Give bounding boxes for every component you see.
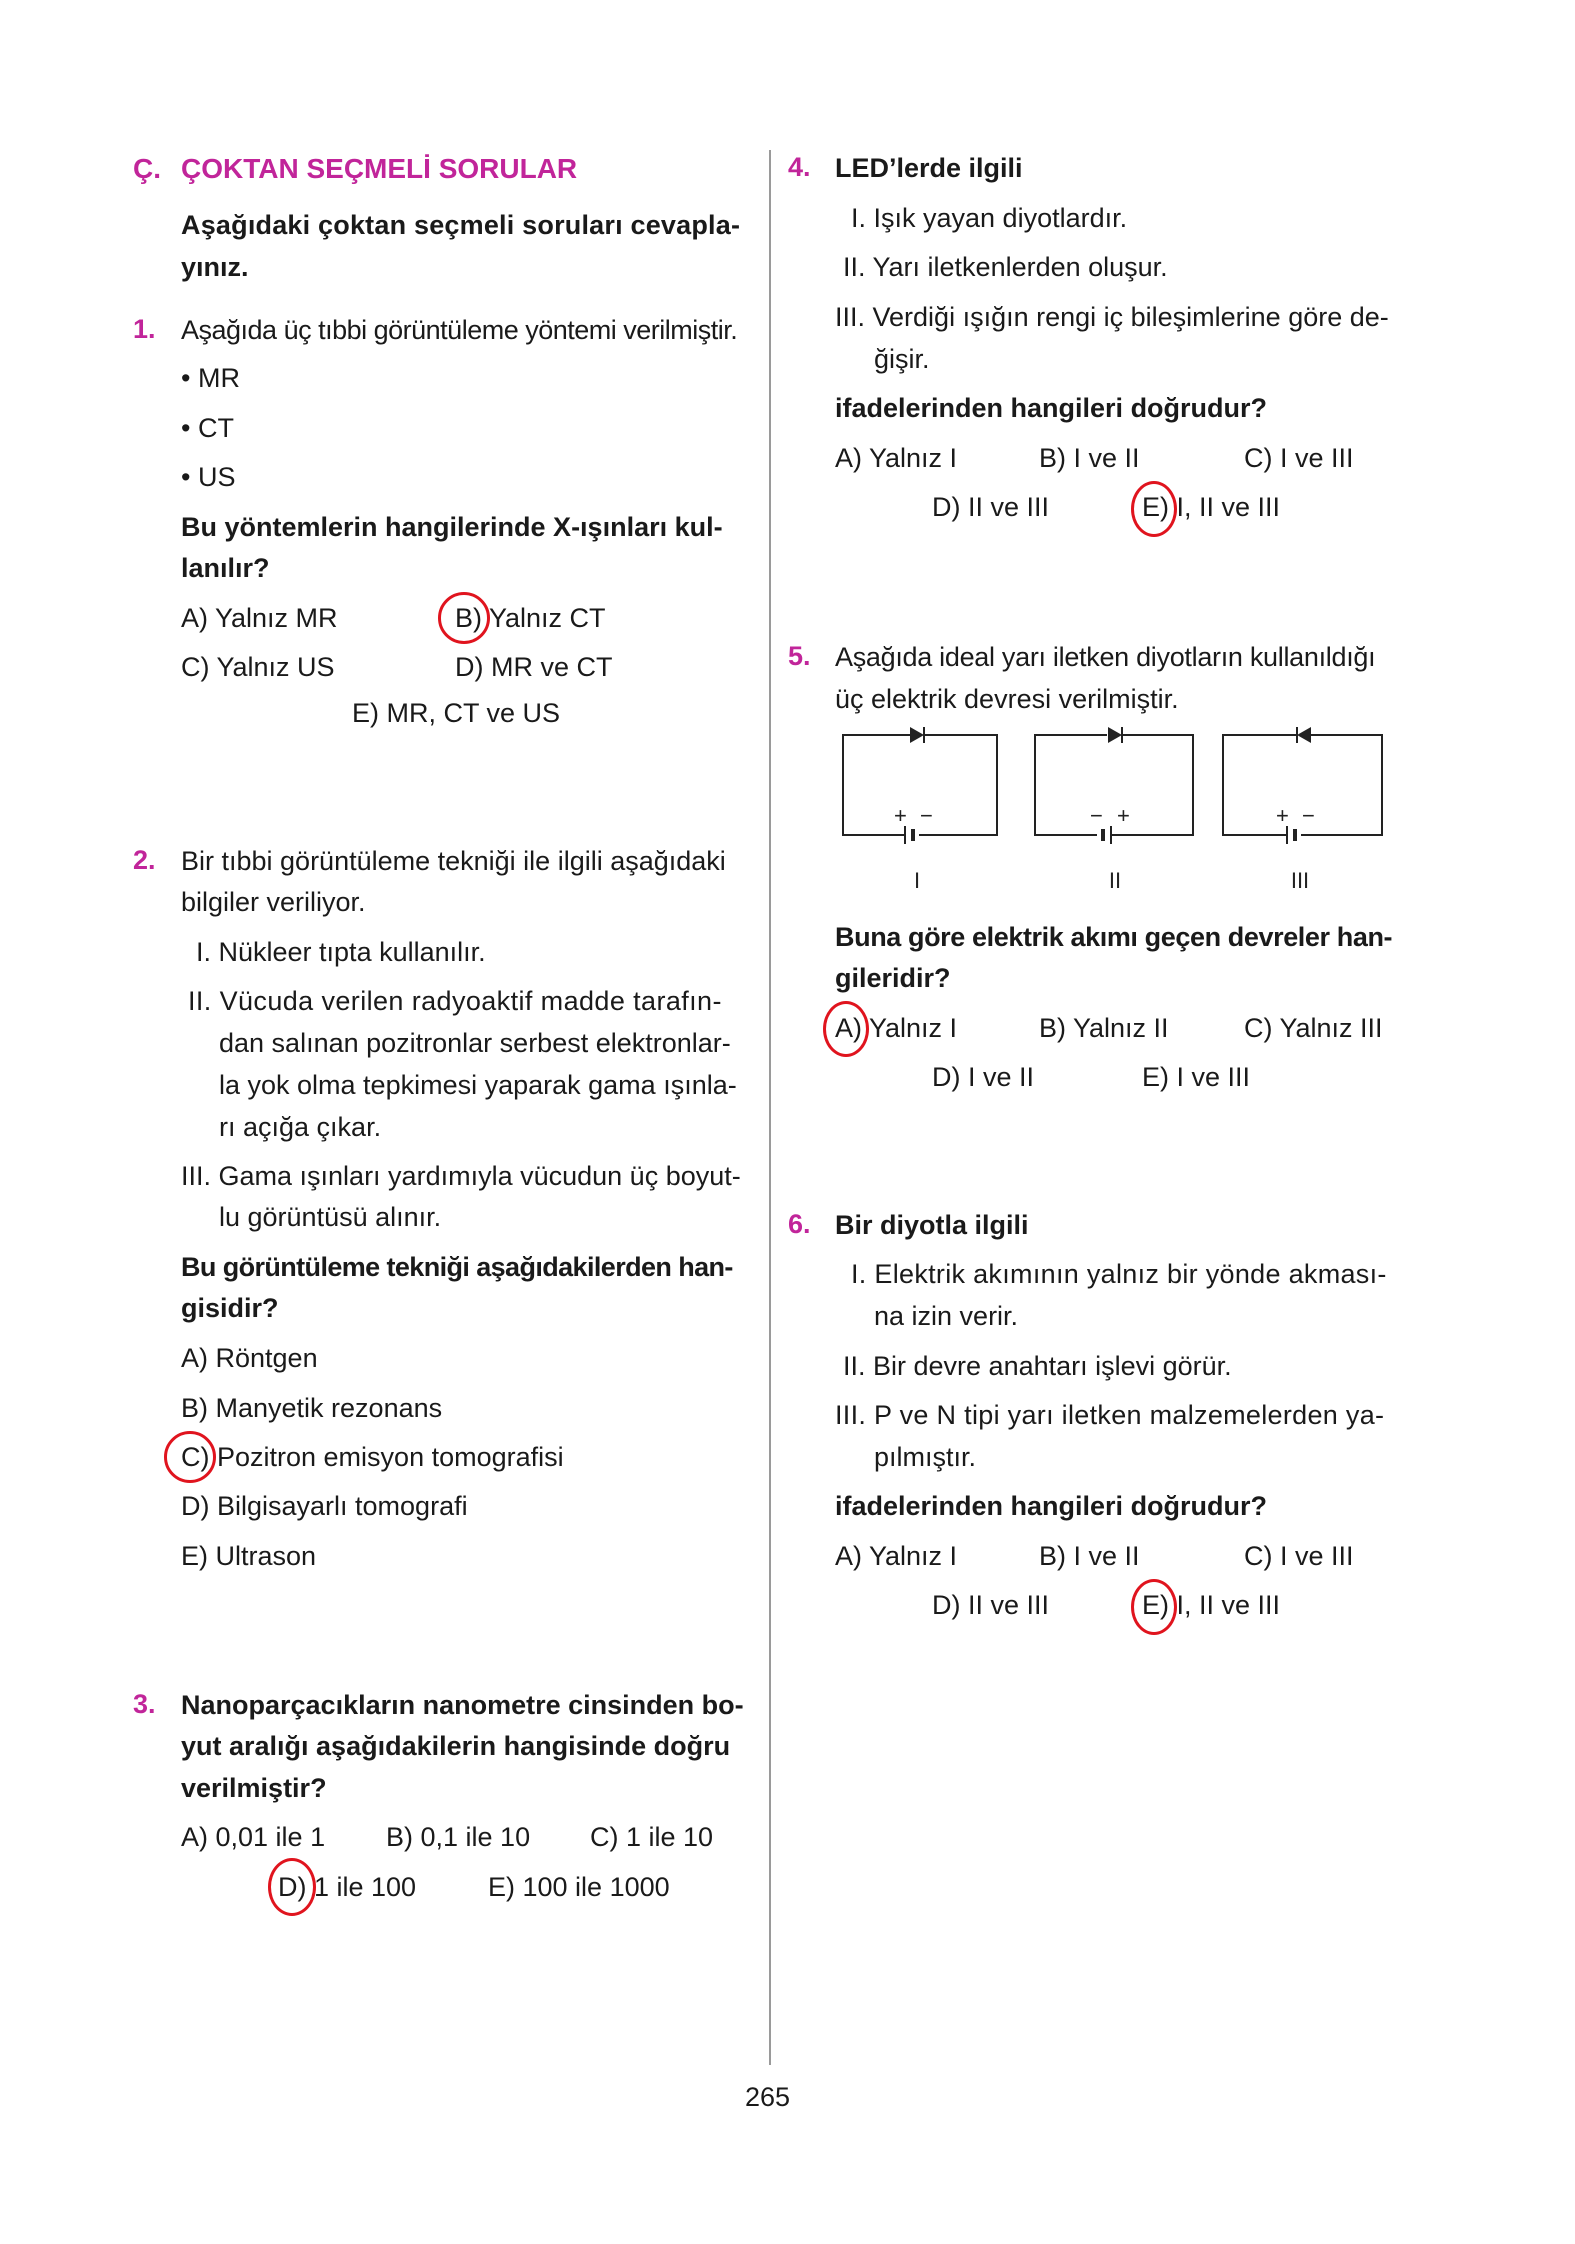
q2-statement-2-line3: la yok olma tepkimesi yaparak gama ışınla-	[219, 1070, 737, 1100]
q4-statement-3-line2: ğişir.	[874, 344, 930, 374]
q6-option-a[interactable]: A) Yalnız I	[835, 1541, 958, 1571]
circuit-i-left-sign: +	[894, 803, 907, 828]
q5-option-b[interactable]: B) Yalnız II	[1039, 1013, 1169, 1043]
q3-option-c[interactable]: C) 1 ile 10	[590, 1822, 714, 1852]
question-number-6: 6.	[788, 1209, 811, 1239]
q3-option-b[interactable]: B) 0,1 ile 10	[386, 1822, 531, 1852]
q5-option-d[interactable]: D) I ve II	[932, 1062, 1035, 1092]
q2-option-d[interactable]: D) Bilgisayarlı tomografi	[181, 1491, 468, 1521]
q6-statement-1-line1: I. Elektrik akımının yalnız bir yönde akması-	[851, 1259, 1387, 1289]
q2-stem-line1: Bir tıbbi görüntüleme tekniği ile ilgili aşağıdaki	[181, 846, 726, 876]
column-divider	[769, 150, 771, 2065]
q1-option-e[interactable]: E) MR, CT ve US	[352, 698, 561, 728]
q2-statement-2-line2: dan salınan pozitronlar serbest elektronlar-	[219, 1028, 731, 1058]
section-title: ÇOKTAN SEÇMELİ SORULAR	[181, 153, 578, 184]
q1-stem: Aşağıda üç tıbbi görüntüleme yöntemi verilmiştir.	[181, 315, 738, 345]
q4-option-d[interactable]: D) II ve III	[932, 492, 1050, 522]
q5-option-c[interactable]: C) Yalnız III	[1244, 1013, 1383, 1043]
q5-answer-mark-circle	[823, 1001, 869, 1057]
q4-statement-2: II. Yarı iletkenlerden oluşur.	[843, 252, 1168, 282]
q5-question-line2: gileridir?	[835, 963, 951, 993]
q3-option-d[interactable]: D) 1 ile 100	[278, 1872, 417, 1902]
circuit-iii-right-sign: −	[1302, 803, 1315, 828]
circuit-ii	[1035, 727, 1193, 844]
q5-stem-line2: üç elektrik devresi verilmiştir.	[835, 684, 1179, 714]
q6-question: ifadelerinden hangileri doğrudur?	[835, 1491, 1268, 1521]
q2-stem-line2: bilgiler veriliyor.	[181, 887, 366, 917]
q4-question: ifadelerinden hangileri doğrudur?	[835, 393, 1268, 423]
q4-option-e[interactable]: E) I, II ve III	[1142, 492, 1281, 522]
q1-option-c[interactable]: C) Yalnız US	[181, 652, 335, 682]
circuit-i-label: I	[913, 868, 921, 893]
q2-question-line2: gisidir?	[181, 1293, 279, 1323]
section-instruction-line2: yınız.	[181, 252, 249, 282]
question-number-5: 5.	[788, 641, 811, 671]
q2-answer-mark-circle	[164, 1431, 216, 1483]
q1-item-ct: • CT	[181, 413, 234, 443]
question-number-1: 1.	[133, 314, 156, 344]
q6-stem: Bir diyotla ilgili	[835, 1210, 1029, 1240]
page-number: 265	[745, 2082, 791, 2112]
diode-icon	[910, 727, 924, 743]
q4-stem: LED’lerde ilgili	[835, 153, 1023, 183]
question-number-4: 4.	[788, 152, 811, 182]
q5-question-line1: Buna göre elektrik akımı geçen devreler han-	[835, 922, 1393, 952]
q2-option-a[interactable]: A) Röntgen	[181, 1343, 318, 1373]
section-instruction-line1: Aşağıdaki çoktan seçmeli soruları cevapla-	[181, 210, 741, 240]
q2-statement-3-line2: lu görüntüsü alınır.	[219, 1202, 442, 1232]
q1-option-d[interactable]: D) MR ve CT	[455, 652, 613, 682]
q3-option-e[interactable]: E) 100 ile 1000	[488, 1872, 670, 1902]
q1-answer-mark-circle	[438, 592, 490, 644]
q2-question-line1: Bu görüntüleme tekniği aşağıdakilerden han-	[181, 1252, 733, 1282]
q3-option-a[interactable]: A) 0,01 ile 1	[181, 1822, 326, 1852]
q2-statement-3-line1: III. Gama ışınları yardımıyla vücudun üç boyut-	[181, 1161, 741, 1191]
q4-option-c[interactable]: C) I ve III	[1244, 443, 1354, 473]
q3-answer-mark-circle	[268, 1858, 316, 1916]
q5-stem-line1: Aşağıda ideal yarı iletken diyotların kullanıldığı	[835, 642, 1376, 672]
circuit-i-right-sign: −	[920, 803, 933, 828]
q5-circuits-diagram	[835, 720, 1395, 900]
q2-option-c[interactable]: C) Pozitron emisyon tomografisi	[181, 1442, 564, 1472]
circuit-ii-label: II	[1108, 868, 1122, 893]
q2-option-e[interactable]: E) Ultrason	[181, 1541, 317, 1571]
q4-statement-1: I. Işık yayan diyotlardır.	[851, 203, 1128, 233]
q2-option-b[interactable]: B) Manyetik rezonans	[181, 1393, 443, 1423]
circuit-iii-label: III	[1290, 868, 1310, 893]
q4-option-a[interactable]: A) Yalnız I	[835, 443, 958, 473]
q6-statement-1-line2: na izin verir.	[874, 1301, 1019, 1331]
question-number-3: 3.	[133, 1689, 156, 1719]
circuit-iii-left-sign: +	[1276, 803, 1289, 828]
q3-stem-line2: yut aralığı aşağıdakilerin hangisinde doğru	[181, 1731, 731, 1761]
q3-stem-line3: verilmiştir?	[181, 1773, 327, 1803]
q6-statement-2: II. Bir devre anahtarı işlevi görür.	[843, 1351, 1232, 1381]
q5-option-e[interactable]: E) I ve III	[1142, 1062, 1251, 1092]
q6-answer-mark-circle	[1131, 1579, 1177, 1635]
diode-icon	[1297, 727, 1311, 743]
q6-statement-3-line1: III. P ve N tipi yarı iletken malzemelerden ya-	[835, 1400, 1385, 1430]
q6-option-e[interactable]: E) I, II ve III	[1142, 1590, 1281, 1620]
circuit-ii-right-sign: +	[1117, 803, 1130, 828]
q6-option-d[interactable]: D) II ve III	[932, 1590, 1050, 1620]
q2-statement-2-line4: rı açığa çıkar.	[219, 1112, 382, 1142]
q3-stem-line1: Nanoparçacıkların nanometre cinsinden bo-	[181, 1690, 744, 1720]
q6-option-c[interactable]: C) I ve III	[1244, 1541, 1354, 1571]
circuit-ii-left-sign: −	[1090, 803, 1103, 828]
diode-icon	[1108, 727, 1122, 743]
q1-question-line2: lanılır?	[181, 553, 270, 583]
question-number-2: 2.	[133, 845, 156, 875]
q1-item-us: • US	[181, 462, 236, 492]
q5-option-a[interactable]: A) Yalnız I	[835, 1013, 958, 1043]
q4-statement-3-line1: III. Verdiği ışığın rengi iç bileşimlerine göre de-	[835, 302, 1389, 332]
q6-option-b[interactable]: B) I ve II	[1039, 1541, 1140, 1571]
q2-statement-2-line1: II. Vücuda verilen radyoaktif madde tarafın-	[188, 986, 722, 1016]
q1-option-b[interactable]: B) Yalnız CT	[455, 603, 606, 633]
q4-option-b[interactable]: B) I ve II	[1039, 443, 1140, 473]
q1-option-a[interactable]: A) Yalnız MR	[181, 603, 338, 633]
section-label: Ç.	[133, 153, 161, 184]
q6-statement-3-line2: pılmıştır.	[874, 1442, 977, 1472]
q1-question-line1: Bu yöntemlerin hangilerinde X-ışınları kul-	[181, 512, 723, 542]
q1-item-mr: • MR	[181, 363, 240, 393]
q4-answer-mark-circle	[1131, 481, 1177, 537]
q2-statement-1: I. Nükleer tıpta kullanılır.	[196, 937, 486, 967]
